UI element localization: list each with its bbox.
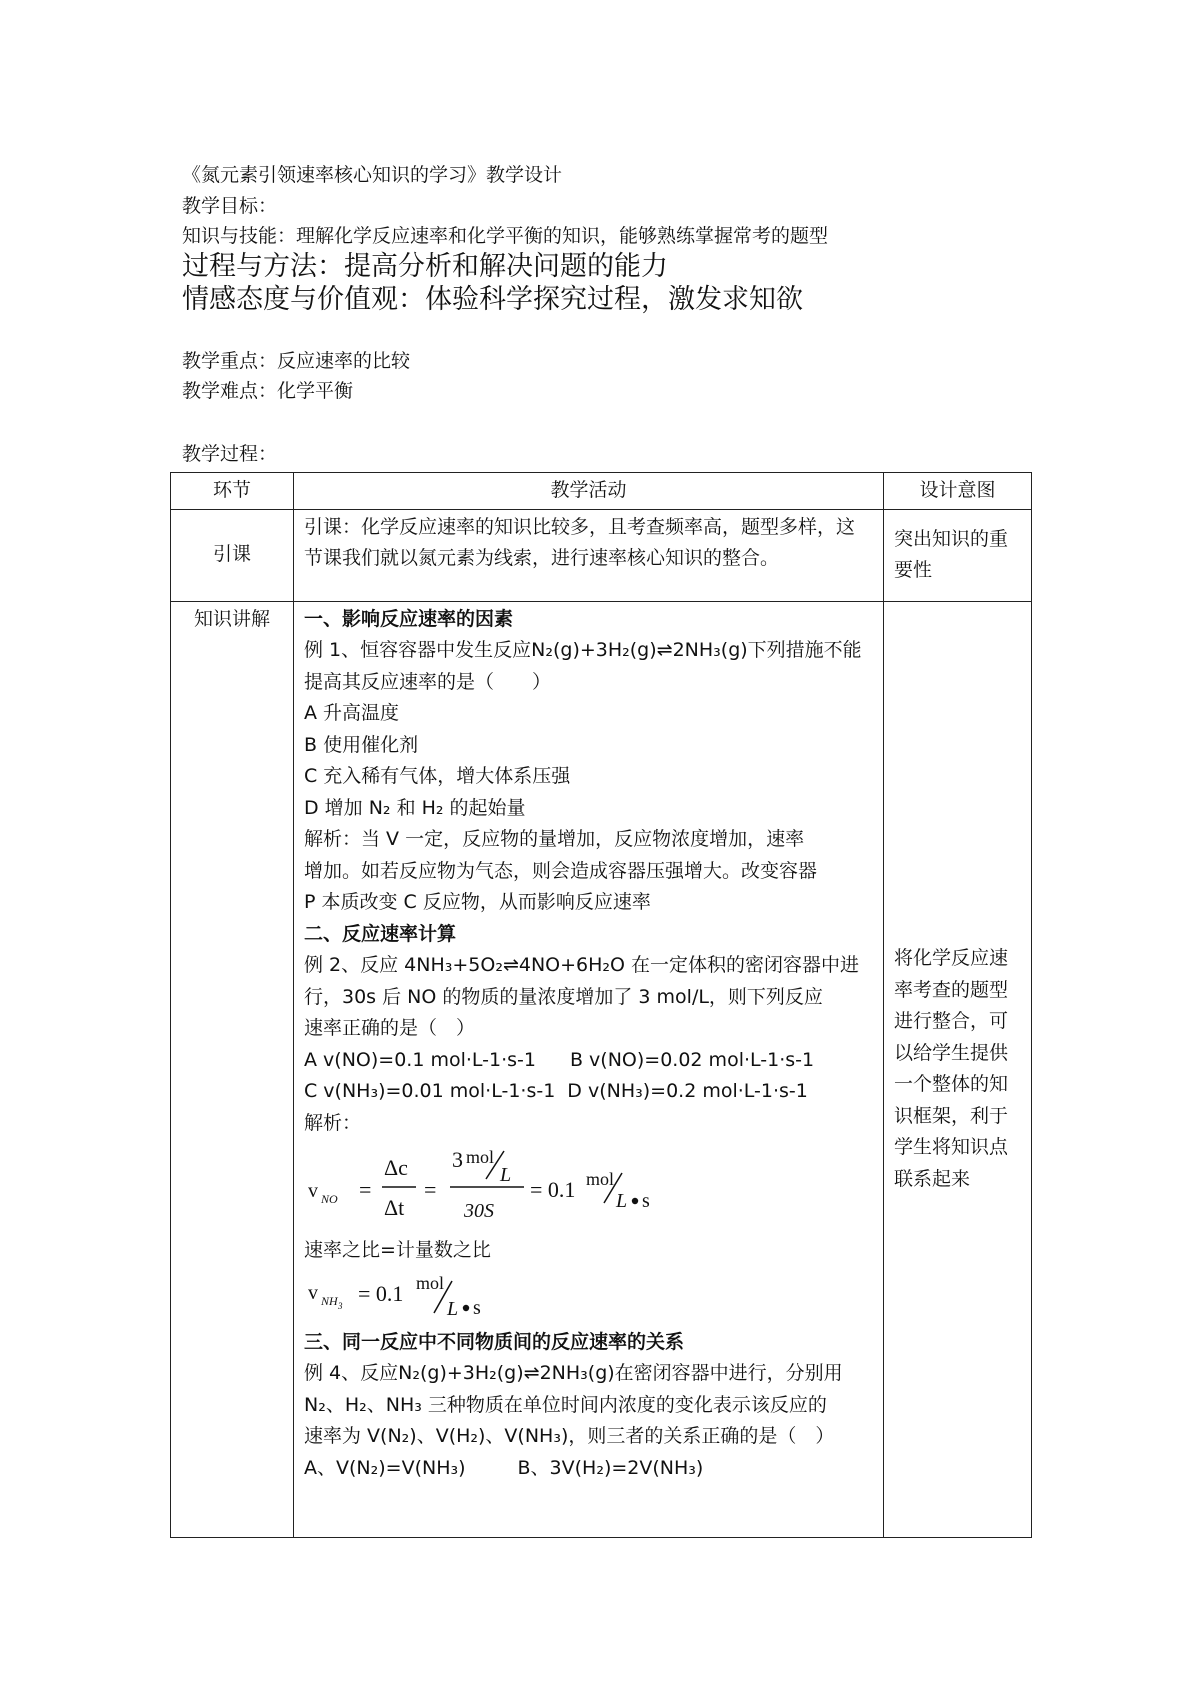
example2-option-a: A v(NO)=0.1 mol·L-1·s-1 [304, 1048, 536, 1071]
objective-process: 过程与方法：提高分析和解决问题的能力 [182, 251, 668, 282]
dot-1 [632, 1198, 638, 1204]
doc-title: 《氮元素引领速率核心知识的学习》教学设计 [182, 164, 563, 186]
formula-eq2: = [424, 1177, 437, 1202]
row2-activity [294, 601, 884, 1537]
formula2-sub: NH [321, 1293, 338, 1308]
example2-line2: 行，30s 后 NO 的物质的量浓度增加了 3 mol/L，则下列反应 [304, 985, 823, 1008]
analysis1-line2: 增加。如若反应物为气态，则会造成容器压强增大。改变容器 [304, 859, 818, 882]
formula-v-no [304, 1139, 873, 1235]
heading-rate-calc: 二、反应速率计算 [304, 922, 457, 945]
formula-unit1: mol [466, 1147, 495, 1167]
example1-option-a: A 升高温度 [304, 702, 400, 724]
example4-line1: 例 4、反应N₂(g)+3H₂(g)⇌2NH₃(g)在密闭容器中进行，分别用 [304, 1362, 843, 1384]
example1-equation: N₂(g)+3H₂(g)⇌2NH₃(g) [531, 639, 748, 661]
row2-intent: 将化学反应速率考查的题型进行整合，可以给学生提供一个整体的知识框架，利于学生将知识点联系起来 [884, 601, 1032, 1537]
table-row [171, 509, 1032, 601]
formula-v: v [308, 1180, 318, 1202]
example4-option-a: A、V(N₂)=V(NH₃) [304, 1456, 466, 1479]
formula2-sub3: 3 [338, 1300, 343, 1311]
formula-dt: Δt [384, 1195, 405, 1220]
formula-num: 3 [452, 1147, 463, 1172]
formula-eq1: = [359, 1177, 372, 1202]
heading-factors: 一、影响反应速率的因素 [304, 607, 514, 630]
objective-knowledge: 知识与技能：理解化学反应速率和化学平衡的知识，能够熟练掌握常考的题型 [182, 225, 829, 247]
example1-line1: 例 1、恒容容器中发生反应N₂(g)+3H₂(g)⇌2NH₃(g)下列措施不能 [304, 639, 862, 661]
row1-activity [294, 509, 884, 601]
row1-intent: 突出知识的重要性 [884, 509, 1032, 601]
analysis1-line3: P 本质改变 C 反应物，从而影响反应速率 [304, 891, 651, 913]
example1-option-d: D 增加 N₂ 和 H₂ 的起始量 [304, 796, 526, 819]
formula2-s: s [473, 1296, 481, 1319]
example2-options-ab [304, 1045, 873, 1077]
objectives-label: 教学目标： [182, 195, 278, 217]
example2-line3: 速率正确的是（ ） [304, 1017, 476, 1039]
formula-val: = 0.1 [530, 1177, 576, 1202]
example2-options-cd [304, 1076, 873, 1108]
example4-options [304, 1453, 873, 1485]
formula-dc: Δc [384, 1155, 408, 1180]
table-header-row [171, 473, 1032, 510]
analysis1-line1: 解析：当 V 一定，反应物的量增加，反应物浓度增加，速率 [304, 828, 805, 850]
formula-L1: L [500, 1164, 512, 1186]
ratio-note: 速率之比=计量数之比 [304, 1239, 491, 1261]
example2-option-c: C v(NH₃)=0.01 mol·L-1·s-1 [304, 1080, 556, 1102]
formula-v-sub: NO [321, 1192, 338, 1206]
formula-v-nh3 [304, 1267, 873, 1327]
row2-section: 知识讲解 [171, 601, 294, 1537]
formula-unit2: mol [586, 1169, 615, 1189]
analysis2-label: 解析： [304, 1111, 362, 1134]
example1-option-b: B 使用催化剂 [304, 733, 419, 756]
example4-line3: 速率为 V(N₂)、V(H₂)、V(NH₃)，则三者的关系正确的是（ ） [304, 1425, 835, 1447]
formula2-v: v [308, 1281, 318, 1304]
formula-v-nh3-svg [304, 1267, 604, 1327]
row1-section: 引课 [171, 509, 294, 601]
example1-option-c: C 充入稀有气体，增大体系压强 [304, 765, 571, 787]
objective-emotion: 情感态度与价值观：体验科学探究过程，激发求知欲 [182, 284, 803, 315]
example2-line1: 例 2、反应 4NH₃+5O₂⇌4NO+6H₂O 在一定体积的密闭容器中进 [304, 954, 860, 976]
example4-line2: N₂、H₂、NH₃ 三种物质在单位时间内浓度的变化表示该反应的 [304, 1393, 827, 1416]
header-section: 环节 [171, 473, 294, 510]
formula2-val: = 0.1 [358, 1280, 404, 1306]
heading-rate-relation: 三、同一反应中不同物质间的反应速率的关系 [304, 1330, 685, 1353]
example1-line2: 提高其反应速率的是（ ） [304, 670, 552, 693]
lesson-table [170, 472, 1032, 1538]
header-intent: 设计意图 [884, 473, 1032, 510]
formula-L2: L [616, 1190, 628, 1212]
key-point: 教学重点：反应速率的比较 [182, 350, 411, 372]
process-label: 教学过程： [182, 443, 278, 465]
row1-activity-text: 引课：化学反应速率的知识比较多，且考查频率高，题型多样，这节课我们就以氮元素为线索，进行速率核心知识的整合。 [304, 515, 856, 569]
formula-s: s [642, 1190, 650, 1212]
table-row [171, 601, 1032, 1537]
formula-v-no-svg [304, 1139, 724, 1235]
example2-option-d: D v(NH₃)=0.2 mol·L-1·s-1 [567, 1080, 808, 1102]
formula-den: 30S [464, 1200, 494, 1222]
example4-equation: N₂(g)+3H₂(g)⇌2NH₃(g) [398, 1362, 615, 1384]
formula2-unit: mol [416, 1272, 445, 1293]
example2-option-b: B v(NO)=0.02 mol·L-1·s-1 [569, 1048, 815, 1071]
formula2-L: L [447, 1297, 459, 1320]
header-activity: 教学活动 [294, 473, 884, 510]
example4-option-b: B、3V(H₂)=2V(NH₃) [517, 1456, 704, 1479]
dot-2 [463, 1304, 469, 1310]
difficulty: 教学难点：化学平衡 [182, 380, 354, 402]
